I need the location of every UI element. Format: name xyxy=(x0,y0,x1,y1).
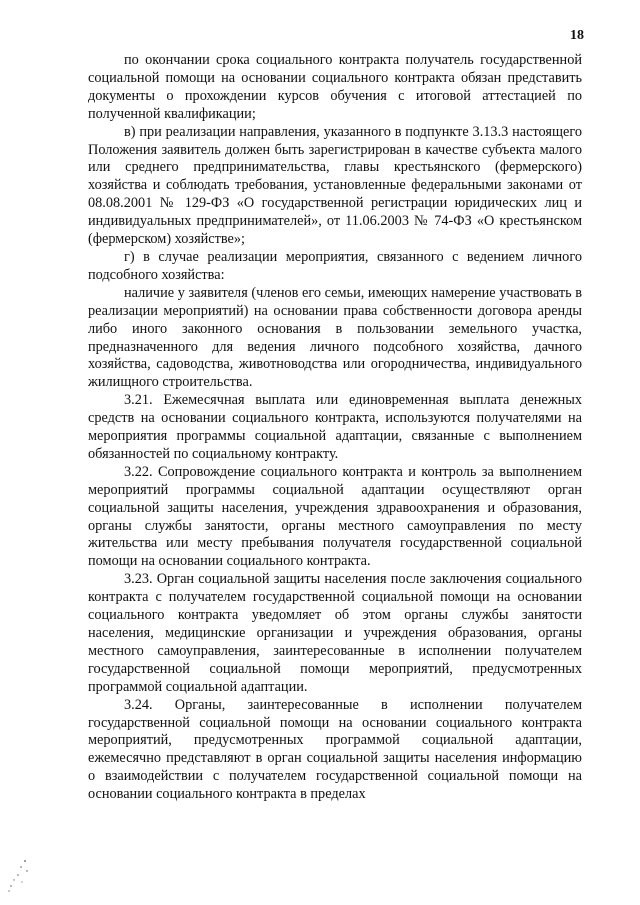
body-text xyxy=(88,52,582,804)
page-number: 18 xyxy=(570,28,584,43)
scan-artifact-marks xyxy=(6,858,30,894)
paragraph-3-24: 3.24. Органы, заинтересованные в исполнении получателем государственной социальной помощи на основании социального контракта мероприятий, предусмотренных программой социальной адаптации, ежемесячно представляют в орган социальной защиты населения информацию о взаимодействии с получателем государственной социальной помощи на основании социального контракта в пределах xyxy=(88,696,582,803)
paragraph-land-plot: наличие у заявителя (членов его семьи, имеющих намерение участвовать в реализации мероприятий) на основании права собственности договора аренды либо иного законного основания в пользовании земельного участка, предназначенного для ведения личного подсобного хозяйства, дачного хозяйства, садоводства, животноводства или огородничества, индивидуального жилищного строительства. xyxy=(88,284,582,391)
paragraph-item-g: г) в случае реализации мероприятия, связанного с ведением личного подсобного хозяйства: xyxy=(88,248,582,283)
paragraph-item-v: в) при реализации направления, указанного в подпункте 3.13.3 настоящего Положения заявитель должен быть зарегистрирован в качестве субъекта малого или среднего предпринимательства, главы крестьянского (фермерского) хозяйства и соблюдать требования, установленные федеральными законами от 08.08.2001 № 129-ФЗ «О государственной регистрации юридических лиц и индивидуальных предпринимателей», от 11.06.2003 № 74-ФЗ «О крестьянском (фермерском) хозяйстве»; xyxy=(88,123,582,248)
paragraph-3-21: 3.21. Ежемесячная выплата или единовременная выплата денежных средств на основании социального контракта, используются получателями на мероприятия программы социальной адаптации, связанные с выполнением обязанностей по социальному контракту. xyxy=(88,392,582,462)
paragraph-course-completion: по окончании срока социального контракта получатель государственной социальной помощи на основании социального контракта обязан представить документы о прохождении курсов обучения с итоговой аттестацией по полученной квалификации; xyxy=(88,52,582,122)
paragraph-3-22: 3.22. Сопровождение социального контракта и контроль за выполнением мероприятий программы социальной адаптации осуществляют орган социальной защиты населения, учреждения здравоохранения и образования, органы службы занятости, органы местного самоуправления по месту жительства или месту пребывания получателя государственной социальной помощи на основании социального контракта. xyxy=(88,463,582,570)
paragraph-3-23: 3.23. Орган социальной защиты населения после заключения социального контракта с получателем государственной социальной помощи на основании социального контракта уведомляет об этом органы службы занятости населения, медицинские организации и учреждения образования, органы местного самоуправления, заинтересованные в исполнении получателем государственной социальной помощи мероприятий, предусмотренных программой социальной адаптации. xyxy=(88,571,582,695)
